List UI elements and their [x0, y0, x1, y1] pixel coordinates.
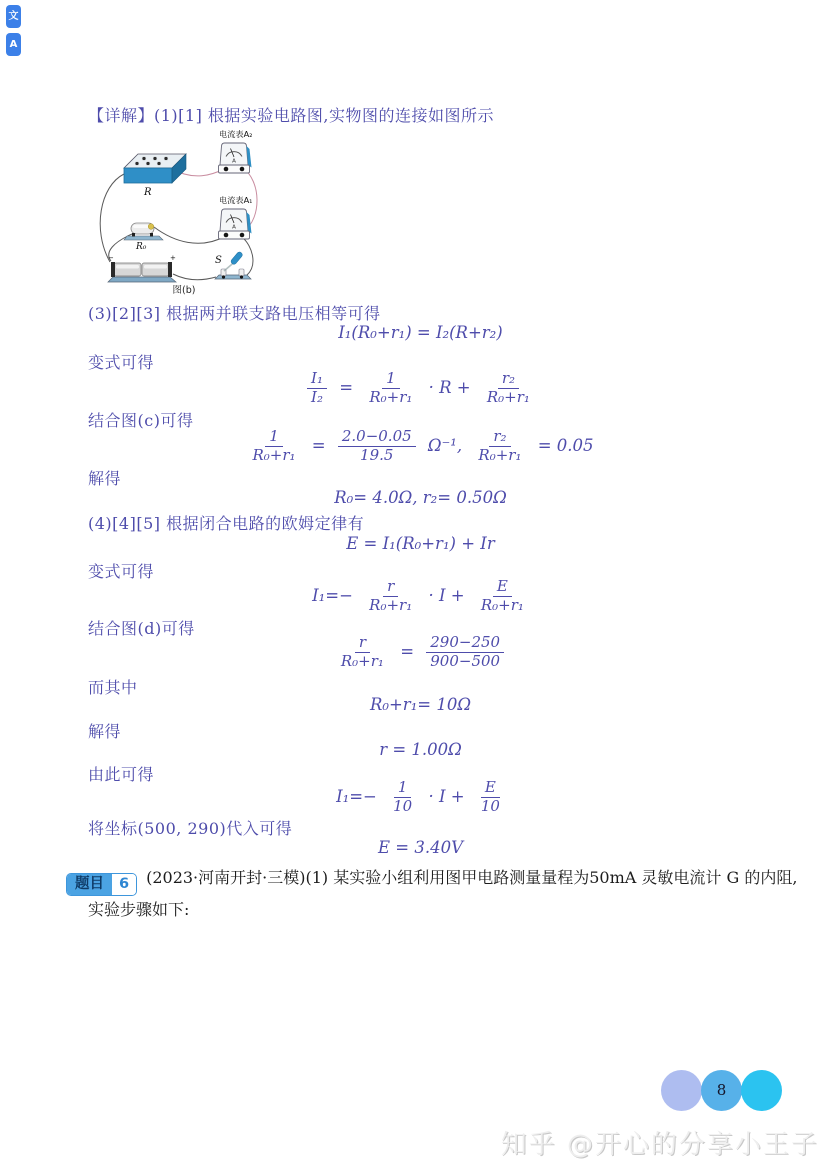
equals-sign: = — [311, 435, 326, 455]
substitute-text: 将坐标(500, 290)代入可得 — [88, 819, 293, 838]
equation-numeric-linear — [88, 779, 753, 815]
equation-prefix: I₁=− — [312, 585, 353, 605]
equation-r-result: r = 1.00Ω — [379, 740, 462, 759]
frac-den: R₀+r₁ — [480, 595, 524, 614]
rearrange-text-2: 变式可得 — [88, 562, 155, 581]
frac-den: 10 — [480, 796, 500, 815]
switch-label: S — [215, 255, 222, 266]
frac-num: E — [493, 578, 512, 597]
frac-den: R₀+r₁ — [252, 445, 296, 464]
frac-den: 10 — [393, 796, 413, 815]
frac-num: r — [383, 578, 398, 597]
frac-den: R₀+r₁ — [369, 387, 413, 406]
switch — [215, 251, 251, 279]
step3-text: (3)[2][3] 根据两并联支路电压相等可得 — [88, 304, 381, 323]
frac-num: 290−250 — [426, 634, 504, 653]
circuit-photo-figure: A 电流表A₂ R 电流表A₁ R₀ − + S 图(b) — [86, 124, 268, 296]
among-text: 而其中 — [88, 678, 138, 697]
frac-den: R₀+r₁ — [486, 387, 530, 406]
watermark: 知乎 @开心的分享小王子 — [500, 1130, 819, 1160]
frac-den: I₂ — [311, 387, 323, 406]
equation-ratio — [88, 370, 753, 406]
ammeter1-icon — [219, 209, 252, 239]
frac-num: 1 — [382, 370, 400, 389]
operator: · R + — [428, 377, 471, 397]
problem-badge-number: 6 — [112, 874, 136, 895]
frac-num: r₂ — [489, 428, 510, 447]
equation-linear-form — [88, 578, 753, 614]
frac-num: E — [481, 779, 500, 798]
frac-num: 1 — [394, 779, 412, 798]
step4-text: (4)[4][5] 根据闭合电路的欧姆定律有 — [88, 514, 365, 533]
unit-text: Ω⁻¹, — [427, 435, 463, 455]
frac-den: 19.5 — [360, 445, 394, 464]
problem-badge-label: 题目 — [67, 874, 112, 895]
equals-sign: = — [400, 641, 415, 661]
frac-num: r₂ — [498, 370, 519, 389]
operator: · I + — [428, 585, 465, 605]
equation-slope-from-graph — [88, 634, 753, 670]
floating-toolbar — [6, 5, 21, 56]
combine-figure-d-text: 结合图(d)可得 — [88, 619, 195, 638]
frac-den: R₀+r₁ — [478, 445, 522, 464]
problem-6-block — [66, 864, 804, 924]
battery-plus-label: + — [170, 254, 176, 262]
frac-den: R₀+r₁ — [369, 595, 413, 614]
footer-circle-right — [741, 1070, 782, 1111]
protective-resistor-label: R₀ — [136, 242, 147, 252]
figure-caption: 图(b) — [172, 285, 196, 296]
frac-num: r — [355, 634, 370, 653]
ammeter2-icon — [219, 143, 252, 173]
frac-den: 900−500 — [430, 651, 501, 670]
equals-sign: = — [339, 377, 354, 397]
equation-voltage-equal: I₁(R₀+r₁) = I₂(R+r₂) — [338, 323, 503, 342]
solution-intro-text: 【详解】(1)[1] 根据实验电路图,实物图的连接如图所示 — [88, 106, 495, 125]
frac-den: R₀+r₁ — [340, 651, 384, 670]
protective-resistor — [124, 223, 163, 252]
footer-circle-left — [661, 1070, 702, 1111]
combine-figure-c-text: 结合图(c)可得 — [88, 411, 194, 430]
operator: · I + — [428, 786, 465, 806]
frac-num: 2.0−0.05 — [338, 428, 416, 447]
problem-badge — [66, 873, 137, 896]
equation-r0-r2-result: R₀= 4.0Ω, r₂= 0.50Ω — [334, 488, 507, 507]
equation-prefix: I₁=− — [336, 786, 377, 806]
equation-sum-resistance: R₀+r₁= 10Ω — [369, 695, 472, 714]
translate-icon[interactable]: 文 — [6, 5, 21, 28]
resistance-box — [124, 154, 186, 198]
resistance-box-label: R — [144, 187, 152, 198]
battery — [108, 254, 176, 282]
ammeter2-label: 电流表A₂ — [219, 129, 253, 139]
equation-ohm-law: E = I₁(R₀+r₁) + Ir — [346, 534, 495, 553]
solve-text-1: 解得 — [88, 469, 122, 488]
equation-slope-values — [88, 428, 753, 464]
ammeter1-label: 电流表A₁ — [219, 195, 253, 205]
equation-emf-result: E = 3.40V — [377, 838, 463, 857]
thus-text: 由此可得 — [88, 765, 155, 784]
equation-tail: = 0.05 — [537, 435, 594, 455]
translate-target-icon[interactable]: A — [6, 33, 21, 56]
frac-num: 1 — [265, 428, 283, 447]
rearrange-text-1: 变式可得 — [88, 353, 155, 372]
solve-text-2: 解得 — [88, 722, 122, 741]
frac-num: I₁ — [307, 370, 327, 389]
page-number-bubble: 8 — [701, 1070, 742, 1111]
problem-text: (2023·河南开封·三模)(1) 某实验小组利用图甲电路测量量程为50mA 灵敏电流计 G 的内阻,实验步骤如下: — [88, 868, 798, 919]
battery-minus-label: − — [108, 254, 114, 262]
